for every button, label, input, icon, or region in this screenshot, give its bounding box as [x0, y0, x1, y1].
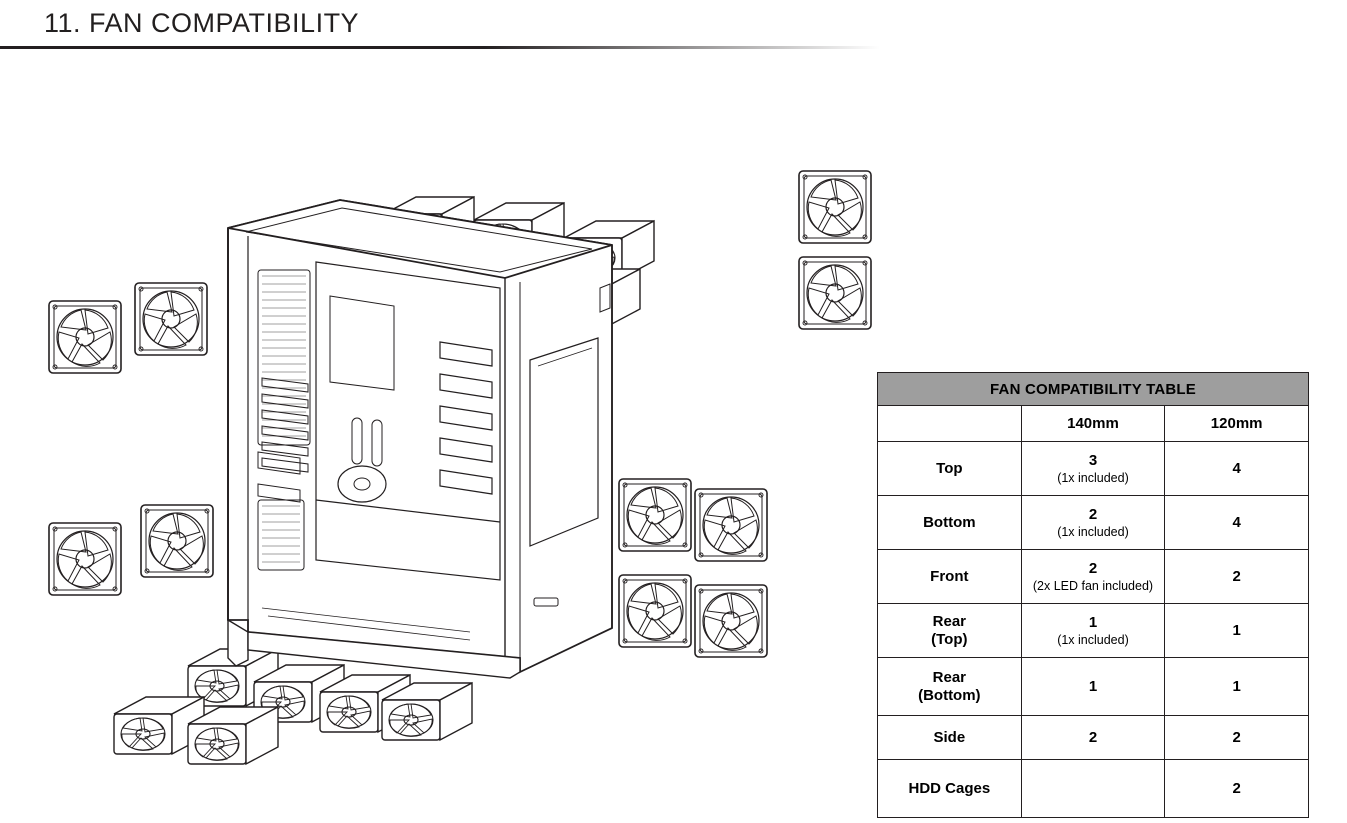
- side-fan-group-upper: [49, 283, 207, 373]
- table-row: [878, 442, 1309, 496]
- cell-top-140mm-value: 3: [1088, 451, 1098, 469]
- table-row: [878, 604, 1309, 658]
- cell-rear-top-140mm-value: 1: [1088, 613, 1098, 631]
- page-header: [0, 0, 1347, 52]
- rear-fan-group: [799, 171, 871, 329]
- cell-front-140mm: [1021, 550, 1165, 604]
- cell-hdd-cages-140mm: [1021, 760, 1165, 818]
- front-fan-group: [619, 479, 767, 657]
- cell-bottom-120mm: 4: [1165, 496, 1309, 550]
- cell-rear-bottom-120mm: 1: [1165, 658, 1309, 716]
- cell-top-120mm: 4: [1165, 442, 1309, 496]
- column-header-120mm: 120mm: [1165, 406, 1309, 442]
- cell-top-140mm-note: (1x included): [1057, 470, 1129, 485]
- row-label-rear-top: Rear (Top): [878, 604, 1022, 658]
- side-fan-group-lower: [49, 505, 213, 595]
- table-row: [878, 716, 1309, 760]
- table-row: [878, 496, 1309, 550]
- cell-top-140mm: [1021, 442, 1165, 496]
- row-label-top: Top: [878, 442, 1022, 496]
- header-divider: [0, 46, 880, 49]
- column-header-blank: [878, 406, 1022, 442]
- cell-bottom-140mm: [1021, 496, 1165, 550]
- cell-rear-top-140mm: [1021, 604, 1165, 658]
- cell-front-140mm-value: 2: [1088, 559, 1098, 577]
- cell-rear-bottom-140mm: 1: [1021, 658, 1165, 716]
- table-title-row: [878, 373, 1309, 406]
- table-title: FAN COMPATIBILITY TABLE: [878, 373, 1309, 406]
- row-label-side: Side: [878, 716, 1022, 760]
- row-label-bottom: Bottom: [878, 496, 1022, 550]
- cell-bottom-140mm-note: (1x included): [1057, 524, 1129, 539]
- cell-side-120mm: 2: [1165, 716, 1309, 760]
- column-header-140mm: 140mm: [1021, 406, 1165, 442]
- row-label-front: Front: [878, 550, 1022, 604]
- row-label-hdd-cages: HDD Cages: [878, 760, 1022, 818]
- cell-hdd-cages-120mm: 2: [1165, 760, 1309, 818]
- cell-rear-top-120mm: 1: [1165, 604, 1309, 658]
- fan-compatibility-table-wrapper: [877, 372, 1309, 818]
- page-title: 11. FAN COMPATIBILITY: [44, 8, 360, 38]
- cell-bottom-140mm-value: 2: [1088, 505, 1098, 523]
- row-label-rear-bottom: Rear (Bottom): [878, 658, 1022, 716]
- cell-side-140mm: 2: [1021, 716, 1165, 760]
- fan-compatibility-table: [877, 372, 1309, 818]
- table-row: [878, 550, 1309, 604]
- pc-case-drawing: [228, 200, 612, 678]
- cell-front-140mm-note: (2x LED fan included): [1032, 578, 1154, 593]
- cell-rear-top-140mm-note: (1x included): [1057, 632, 1129, 647]
- cell-front-120mm: 2: [1165, 550, 1309, 604]
- table-header-row: [878, 406, 1309, 442]
- table-row: [878, 760, 1309, 818]
- table-row: [878, 658, 1309, 716]
- fan-placement-illustration: [0, 60, 880, 820]
